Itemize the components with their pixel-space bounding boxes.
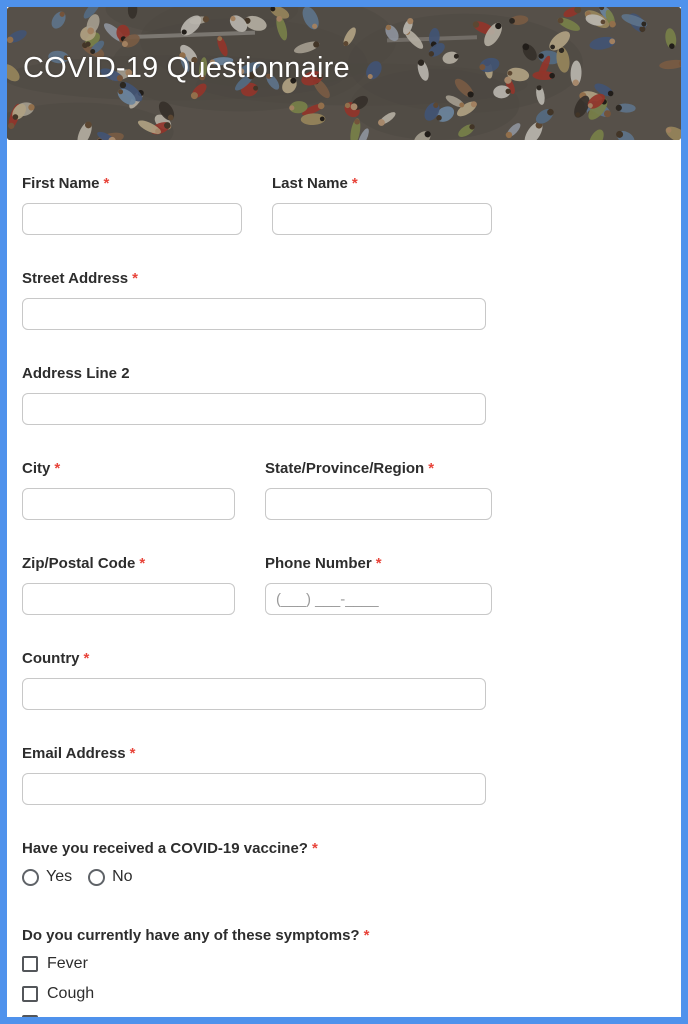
required-asterisk: * bbox=[375, 555, 382, 572]
vaccine-no-label: No bbox=[112, 868, 133, 885]
state-input[interactable] bbox=[265, 488, 492, 520]
last-name-label-text: Last Name bbox=[272, 175, 348, 192]
form-body bbox=[7, 140, 681, 1024]
street-address-label bbox=[22, 269, 486, 288]
required-asterisk: * bbox=[103, 175, 110, 192]
checkbox-option-cough[interactable] bbox=[22, 985, 666, 1003]
city-input[interactable] bbox=[22, 488, 235, 520]
field-country bbox=[22, 649, 486, 710]
field-street-address bbox=[22, 269, 486, 330]
symptom-partial-checkbox[interactable] bbox=[22, 1015, 38, 1024]
city-label bbox=[22, 459, 235, 478]
vaccine-question-label bbox=[22, 839, 666, 858]
address-line-2-label bbox=[22, 364, 486, 383]
question-vaccine bbox=[22, 839, 666, 886]
email-label bbox=[22, 744, 486, 763]
symptoms-question-text: Do you currently have any of these symptoms? bbox=[22, 927, 360, 944]
state-label bbox=[265, 459, 492, 478]
radio-option-no[interactable] bbox=[88, 868, 132, 886]
field-state bbox=[265, 459, 492, 520]
city-label-text: City bbox=[22, 460, 51, 477]
address-line-2-label-text: Address Line 2 bbox=[22, 365, 130, 382]
field-row-zip-phone bbox=[22, 554, 492, 615]
vaccine-options bbox=[22, 868, 666, 886]
field-email bbox=[22, 744, 486, 805]
vaccine-no-radio[interactable] bbox=[88, 869, 105, 886]
symptoms-question-label bbox=[22, 926, 666, 945]
address-line-2-input[interactable] bbox=[22, 393, 486, 425]
field-city bbox=[22, 459, 235, 520]
radio-option-yes[interactable] bbox=[22, 868, 72, 886]
checkbox-option-fever[interactable] bbox=[22, 955, 666, 973]
last-name-input[interactable] bbox=[272, 203, 492, 235]
zip-input[interactable] bbox=[22, 583, 235, 615]
first-name-input[interactable] bbox=[22, 203, 242, 235]
required-asterisk: * bbox=[363, 927, 370, 944]
phone-label bbox=[265, 554, 492, 573]
country-label-text: Country bbox=[22, 650, 80, 667]
field-first-name bbox=[22, 174, 242, 235]
first-name-label-text: First Name bbox=[22, 175, 100, 192]
required-asterisk: * bbox=[83, 650, 90, 667]
field-phone bbox=[265, 554, 492, 615]
required-asterisk: * bbox=[54, 460, 61, 477]
symptom-cough-label: Cough bbox=[47, 985, 95, 1002]
page-title: COVID-19 Questionnaire bbox=[23, 52, 350, 84]
symptom-fever-label: Fever bbox=[47, 955, 88, 972]
country-label bbox=[22, 649, 486, 668]
country-input[interactable] bbox=[22, 678, 486, 710]
zip-label-text: Zip/Postal Code bbox=[22, 555, 136, 572]
vaccine-yes-radio[interactable] bbox=[22, 869, 39, 886]
phone-label-text: Phone Number bbox=[265, 555, 372, 572]
field-zip bbox=[22, 554, 235, 615]
last-name-label bbox=[272, 174, 492, 193]
field-row-name bbox=[22, 174, 492, 235]
checkbox-option-partial[interactable] bbox=[22, 1015, 666, 1024]
field-last-name bbox=[272, 174, 492, 235]
vaccine-yes-label: Yes bbox=[46, 868, 73, 885]
symptom-fever-checkbox[interactable] bbox=[22, 956, 38, 972]
email-label-text: Email Address bbox=[22, 745, 126, 762]
zip-label bbox=[22, 554, 235, 573]
form-header bbox=[7, 7, 681, 140]
question-symptoms bbox=[22, 926, 666, 1024]
required-asterisk: * bbox=[139, 555, 146, 572]
required-asterisk: * bbox=[428, 460, 435, 477]
required-asterisk: * bbox=[129, 745, 136, 762]
symptom-cough-checkbox[interactable] bbox=[22, 986, 38, 1002]
street-address-input[interactable] bbox=[22, 298, 486, 330]
street-address-label-text: Street Address bbox=[22, 270, 129, 287]
vaccine-question-text: Have you received a COVID-19 vaccine? bbox=[22, 840, 308, 857]
email-input[interactable] bbox=[22, 773, 486, 805]
phone-input[interactable] bbox=[265, 583, 492, 615]
required-asterisk: * bbox=[351, 175, 358, 192]
required-asterisk: * bbox=[311, 840, 318, 857]
field-address-line-2 bbox=[22, 364, 486, 425]
field-row-city-state bbox=[22, 459, 492, 520]
required-asterisk: * bbox=[132, 270, 138, 287]
state-label-text: State/Province/Region bbox=[265, 460, 425, 477]
first-name-label bbox=[22, 174, 242, 193]
